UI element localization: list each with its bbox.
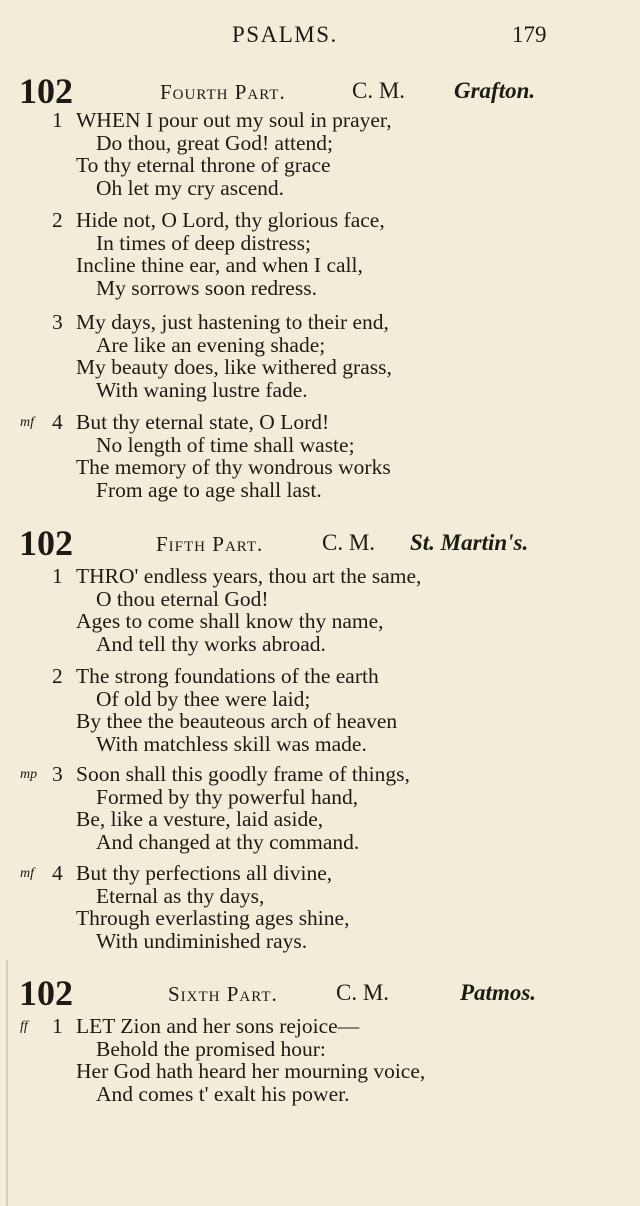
verse-line: Do thou, great God! attend; xyxy=(96,130,334,155)
tune-name: St. Martin's. xyxy=(410,530,529,555)
stanza xyxy=(0,665,640,755)
verse-line: My beauty does, like withered grass, xyxy=(76,355,392,379)
verse-line: And comes t' exalt his power. xyxy=(96,1081,350,1106)
verse-line: With matchless skill was made. xyxy=(96,731,367,756)
verse-line: But thy perfections all divine, xyxy=(76,861,333,885)
verse-line: The memory of thy wondrous works xyxy=(76,455,391,479)
verse-line: O thou eternal God! xyxy=(96,586,269,611)
dynamic-mark: mp xyxy=(20,767,38,782)
verse-line: Formed by thy powerful hand, xyxy=(96,784,359,809)
stanza xyxy=(0,209,640,299)
verse-line: Eternal as thy days, xyxy=(96,883,265,908)
stanza xyxy=(0,109,640,199)
verse-line: With waning lustre fade. xyxy=(96,377,308,402)
page-edge-shadow xyxy=(6,960,8,1206)
dynamic-mark: mf xyxy=(20,415,34,430)
verse-line: Ages to come shall know thy name, xyxy=(76,609,384,633)
part-label: Sixth Part. xyxy=(168,982,278,1006)
stanza xyxy=(0,565,640,655)
verse-line: Behold the promised hour: xyxy=(96,1036,326,1061)
verse-line: Oh let my cry ascend. xyxy=(96,175,285,200)
verse-line: In times of deep distress; xyxy=(96,230,311,255)
meter-label: C. M. xyxy=(336,980,390,1005)
verse-line: And changed at thy command. xyxy=(96,829,360,854)
verse-line: With undiminished rays. xyxy=(96,928,308,953)
part-label: Fourth Part. xyxy=(160,80,286,104)
tune-name: Patmos. xyxy=(460,980,537,1005)
verse-line: Through everlasting ages shine, xyxy=(76,906,350,930)
verse-line: My sorrows soon redress. xyxy=(96,275,317,300)
verse-line: By thee the beauteous arch of heaven xyxy=(76,709,398,733)
psalm-number: 102 xyxy=(19,523,73,563)
stanza xyxy=(0,411,640,501)
verse-number: 3 xyxy=(52,310,63,334)
verse-number: 3 xyxy=(52,762,63,786)
verse-line: Incline thine ear, and when I call, xyxy=(76,253,363,277)
verse-number: 4 xyxy=(52,410,63,434)
stanza xyxy=(0,311,640,401)
verse-number: 2 xyxy=(52,208,63,232)
verse-line: The strong foundations of the earth xyxy=(76,664,379,688)
verse-number: 1 xyxy=(52,1014,63,1038)
verse-line: THRO' endless years, thou art the same, xyxy=(76,564,422,588)
verse-line: Soon shall this goodly frame of things, xyxy=(76,762,410,786)
verse-number: 4 xyxy=(52,861,63,885)
verse-line: Be, like a vesture, laid aside, xyxy=(76,807,324,831)
stanza xyxy=(0,763,640,853)
tune-name: Grafton. xyxy=(454,78,536,103)
hymn-heading xyxy=(0,522,640,566)
dynamic-mark: ff xyxy=(20,1019,28,1034)
verse-line: WHEN I pour out my soul in prayer, xyxy=(76,108,392,132)
psalm-number: 102 xyxy=(19,973,73,1013)
meter-label: C. M. xyxy=(322,530,376,555)
verse-number: 1 xyxy=(52,564,63,588)
verse-number: 2 xyxy=(52,664,63,688)
verse-line: And tell thy works abroad. xyxy=(96,631,326,656)
verse-line: My days, just hastening to their end, xyxy=(76,310,389,334)
verse-line: Of old by thee were laid; xyxy=(96,686,311,711)
verse-line: LET Zion and her sons rejoice— xyxy=(76,1014,360,1038)
verse-line: Her God hath heard her mourning voice, xyxy=(76,1059,426,1083)
page-header xyxy=(0,18,640,58)
stanza xyxy=(0,862,640,952)
hymn-heading xyxy=(0,972,640,1016)
page-number: 179 xyxy=(512,22,547,47)
running-title: PSALMS. xyxy=(232,22,338,47)
verse-line: From age to age shall last. xyxy=(96,477,322,502)
meter-label: C. M. xyxy=(352,78,406,103)
verse-line: But thy eternal state, O Lord! xyxy=(76,410,330,434)
verse-line: To thy eternal throne of grace xyxy=(76,153,331,177)
part-label: Fifth Part. xyxy=(156,532,264,556)
stanza xyxy=(0,1015,640,1105)
verse-line: Hide not, O Lord, thy glorious face, xyxy=(76,208,385,232)
verse-line: Are like an evening shade; xyxy=(96,332,326,357)
verse-line: No length of time shall waste; xyxy=(96,432,355,457)
verse-number: 1 xyxy=(52,108,63,132)
dynamic-mark: mf xyxy=(20,866,34,881)
psalm-number: 102 xyxy=(19,71,73,111)
